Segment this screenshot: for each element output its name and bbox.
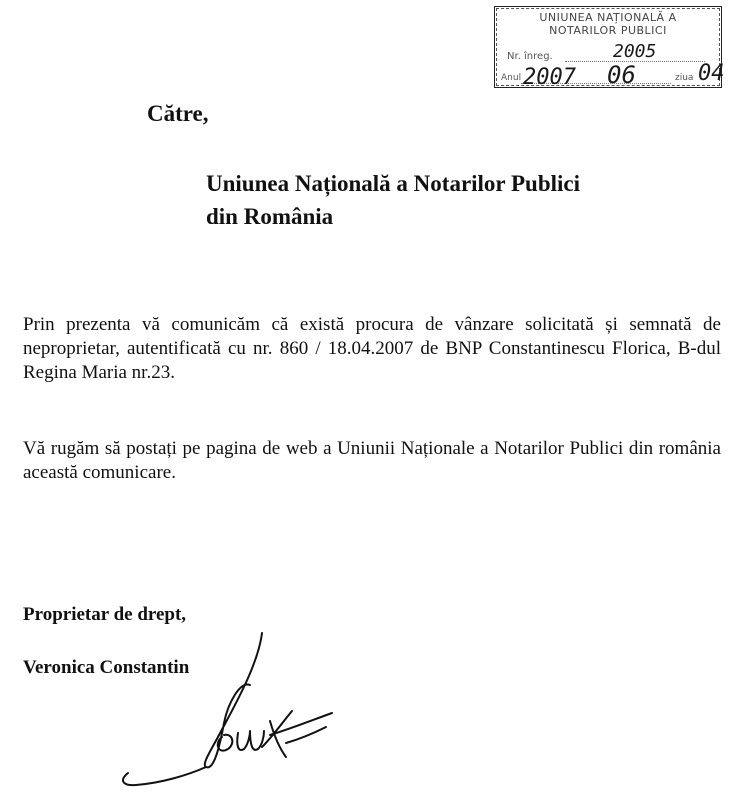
registration-stamp xyxy=(494,6,725,90)
addressee-line1: Uniunea Națională a Notarilor Publici xyxy=(206,171,580,196)
addressee xyxy=(206,167,580,233)
closing: Proprietar de drept, xyxy=(23,604,187,625)
stamp-institution-line1: UNIUNEA NAȚIONALĂ A xyxy=(539,11,677,24)
salutation: Către, xyxy=(147,101,209,126)
body-paragraph-1: Prin prezenta vă comunicăm că există procura de vânzare solicitată și semnată de neproprietar, autentificată cu nr. 860 / 18.04.2007 de BNP Constantinescu Florica, B-dul Regina Maria nr.23. xyxy=(23,314,721,383)
stamp-year-value: 2007 xyxy=(523,65,576,90)
stamp-number-label: Nr. înreg. xyxy=(507,51,553,62)
stamp-year-label: Anul xyxy=(501,73,522,83)
handwritten-signature xyxy=(110,625,350,790)
body-paragraph-2: Vă rugăm să postați pe pagina de web a Uniunii Naționale a Notarilor Publici din românia această comunicare. xyxy=(23,438,721,483)
stamp-number-value: 2005 xyxy=(613,41,657,62)
stamp-day-value: 04 xyxy=(698,61,725,86)
addressee-line2: din România xyxy=(206,204,334,229)
signer-name: Veronica Constantin xyxy=(23,657,190,678)
stamp-day-label: ziua xyxy=(675,73,694,83)
stamp-month-value: 06 xyxy=(607,61,636,89)
stamp-institution-line2: NOTARILOR PUBLICI xyxy=(549,24,667,37)
